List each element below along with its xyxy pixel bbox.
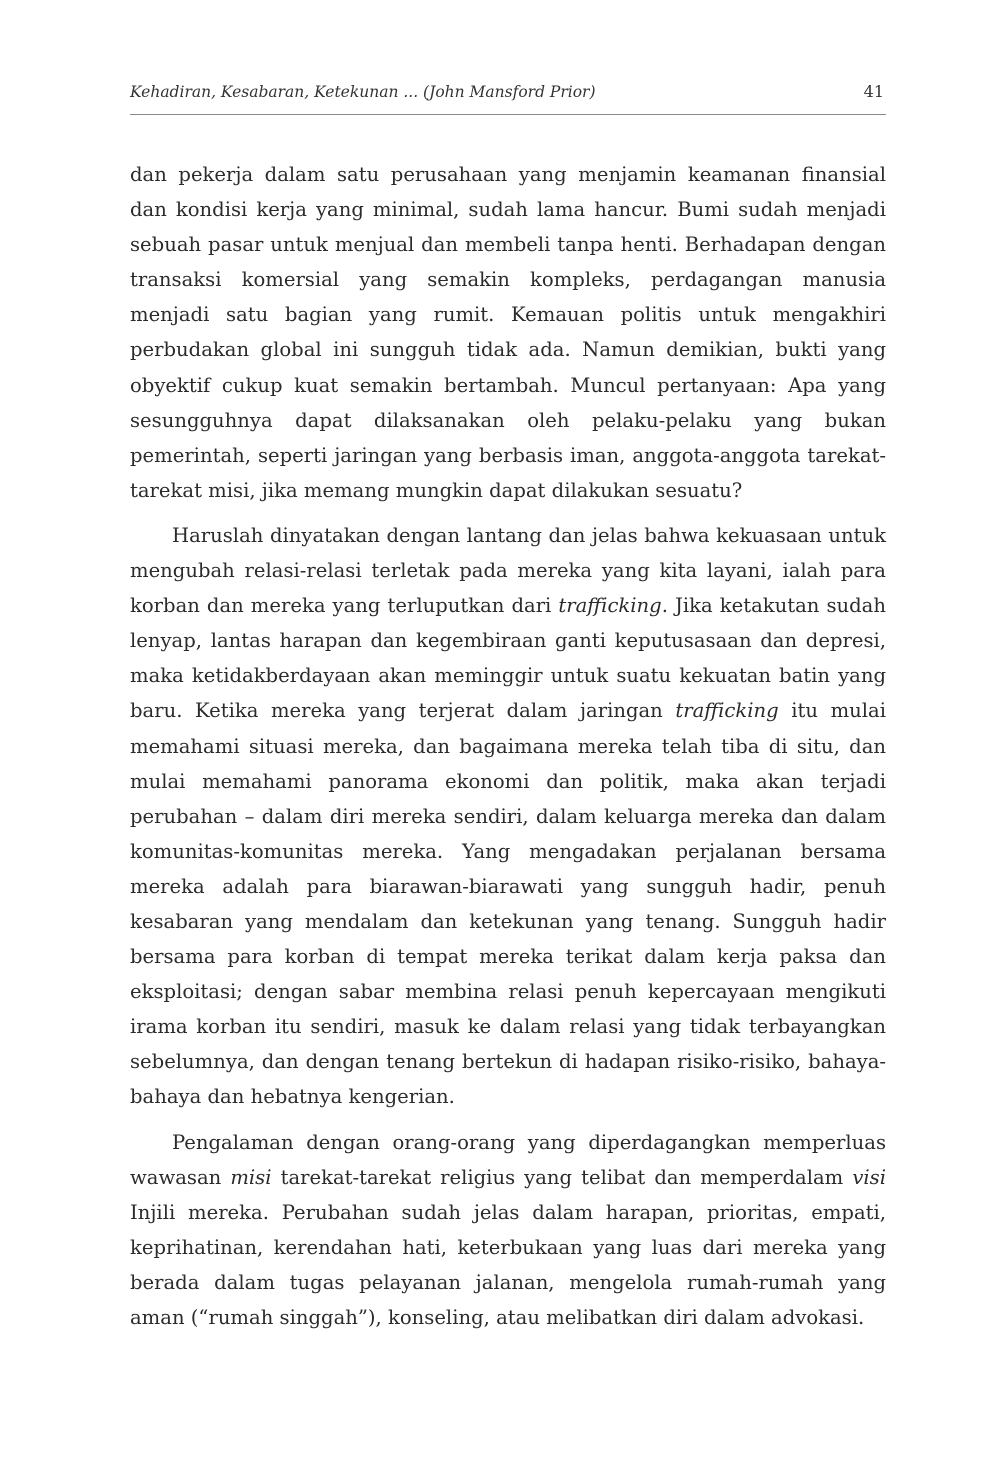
paragraph-3 xyxy=(130,1125,886,1336)
text-segment: dan pekerja dalam satu perusahaan yang menjamin keamanan finansial dan kondisi kerja yang minimal, sudah lama hancur. Bumi sudah menjadi sebuah pasar untuk menjual dan membeli tanpa henti. Berhadapan dengan transaksi komersial yang semakin kompleks, perdagangan manusia menjadi satu bagian yang rumit. Kemauan politis untuk mengakhiri perbudakan global ini sungguh tidak ada. Namun demikian, bukti yang obyektif cukup kuat semakin bertambah. Muncul pertanyaan: Apa yang sesungguhnya dapat dilaksanakan oleh pelaku-pelaku yang bukan pemerintah, seperti jaringan yang berbasis iman, anggota-anggota tarekat-tarekat misi, jika memang mungkin dapat dilakukan sesuatu? xyxy=(130,163,886,502)
text-segment: tarekat-tarekat religius yang telibat dan memperdalam xyxy=(271,1165,853,1189)
text-segment: Injili mereka. Perubahan sudah jelas dalam harapan, prioritas, empati, keprihatinan, kerendahan hati, keterbukaan yang luas dari mereka yang berada dalam tugas pelayanan jalanan, mengelola rumah-rumah yang aman (“rumah singgah”), konseling, atau melibatkan diri dalam advokasi. xyxy=(130,1200,886,1329)
italic-term: misi xyxy=(230,1165,272,1189)
italic-term: trafficking xyxy=(675,699,779,723)
paragraph-1 xyxy=(130,157,886,508)
italic-term: trafficking xyxy=(558,594,662,618)
italic-term: visi xyxy=(852,1165,886,1189)
running-title: Kehadiran, Kesabaran, Ketekunan ... (John Mansford Prior) xyxy=(130,83,596,101)
body-text xyxy=(130,157,886,1335)
text-segment: Pengalaman dengan orang-orang yang diperdagangkan memperluas wawasan xyxy=(130,1130,886,1189)
text-segment: Haruslah dinyatakan dengan lantang dan jelas bahwa kekuasaan untuk mengubah relasi-relasi terletak pada mereka yang kita layani, ialah para korban dan mereka yang terluputkan dari xyxy=(130,523,886,618)
page-number: 41 xyxy=(863,82,884,101)
text-segment: . Jika ketakutan sudah lenyap, lantas harapan dan kegembiraan ganti keputusasaan dan depresi, maka ketidakberdayaan akan meminggir untuk suatu kekuatan batin yang baru. Ketika mereka yang terjerat dalam jaringan xyxy=(130,594,886,723)
paragraph-2 xyxy=(130,518,886,1115)
page-header xyxy=(130,80,886,115)
text-segment: itu mulai memahami situasi mereka, dan bagaimana mereka telah tiba di situ, dan mulai memahami panorama ekonomi dan politik, maka akan terjadi perubahan – dalam diri mereka sendiri, dalam keluarga mereka dan dalam komunitas-komunitas mereka. Yang mengadakan perjalanan bersama mereka adalah para biarawan-biarawati yang sungguh hadir, penuh kesabaran yang mendalam dan ketekunan yang tenang. Sungguh hadir bersama para korban di tempat mereka terikat dalam kerja paksa dan eksploitasi; dengan sabar membina relasi penuh kepercayaan mengikuti irama korban itu sendiri, masuk ke dalam relasi yang tidak terbayangkan sebelumnya, dan dengan tenang bertekun di hadapan risiko-risiko, bahaya-bahaya dan hebatnya kengerian. xyxy=(130,699,886,1109)
